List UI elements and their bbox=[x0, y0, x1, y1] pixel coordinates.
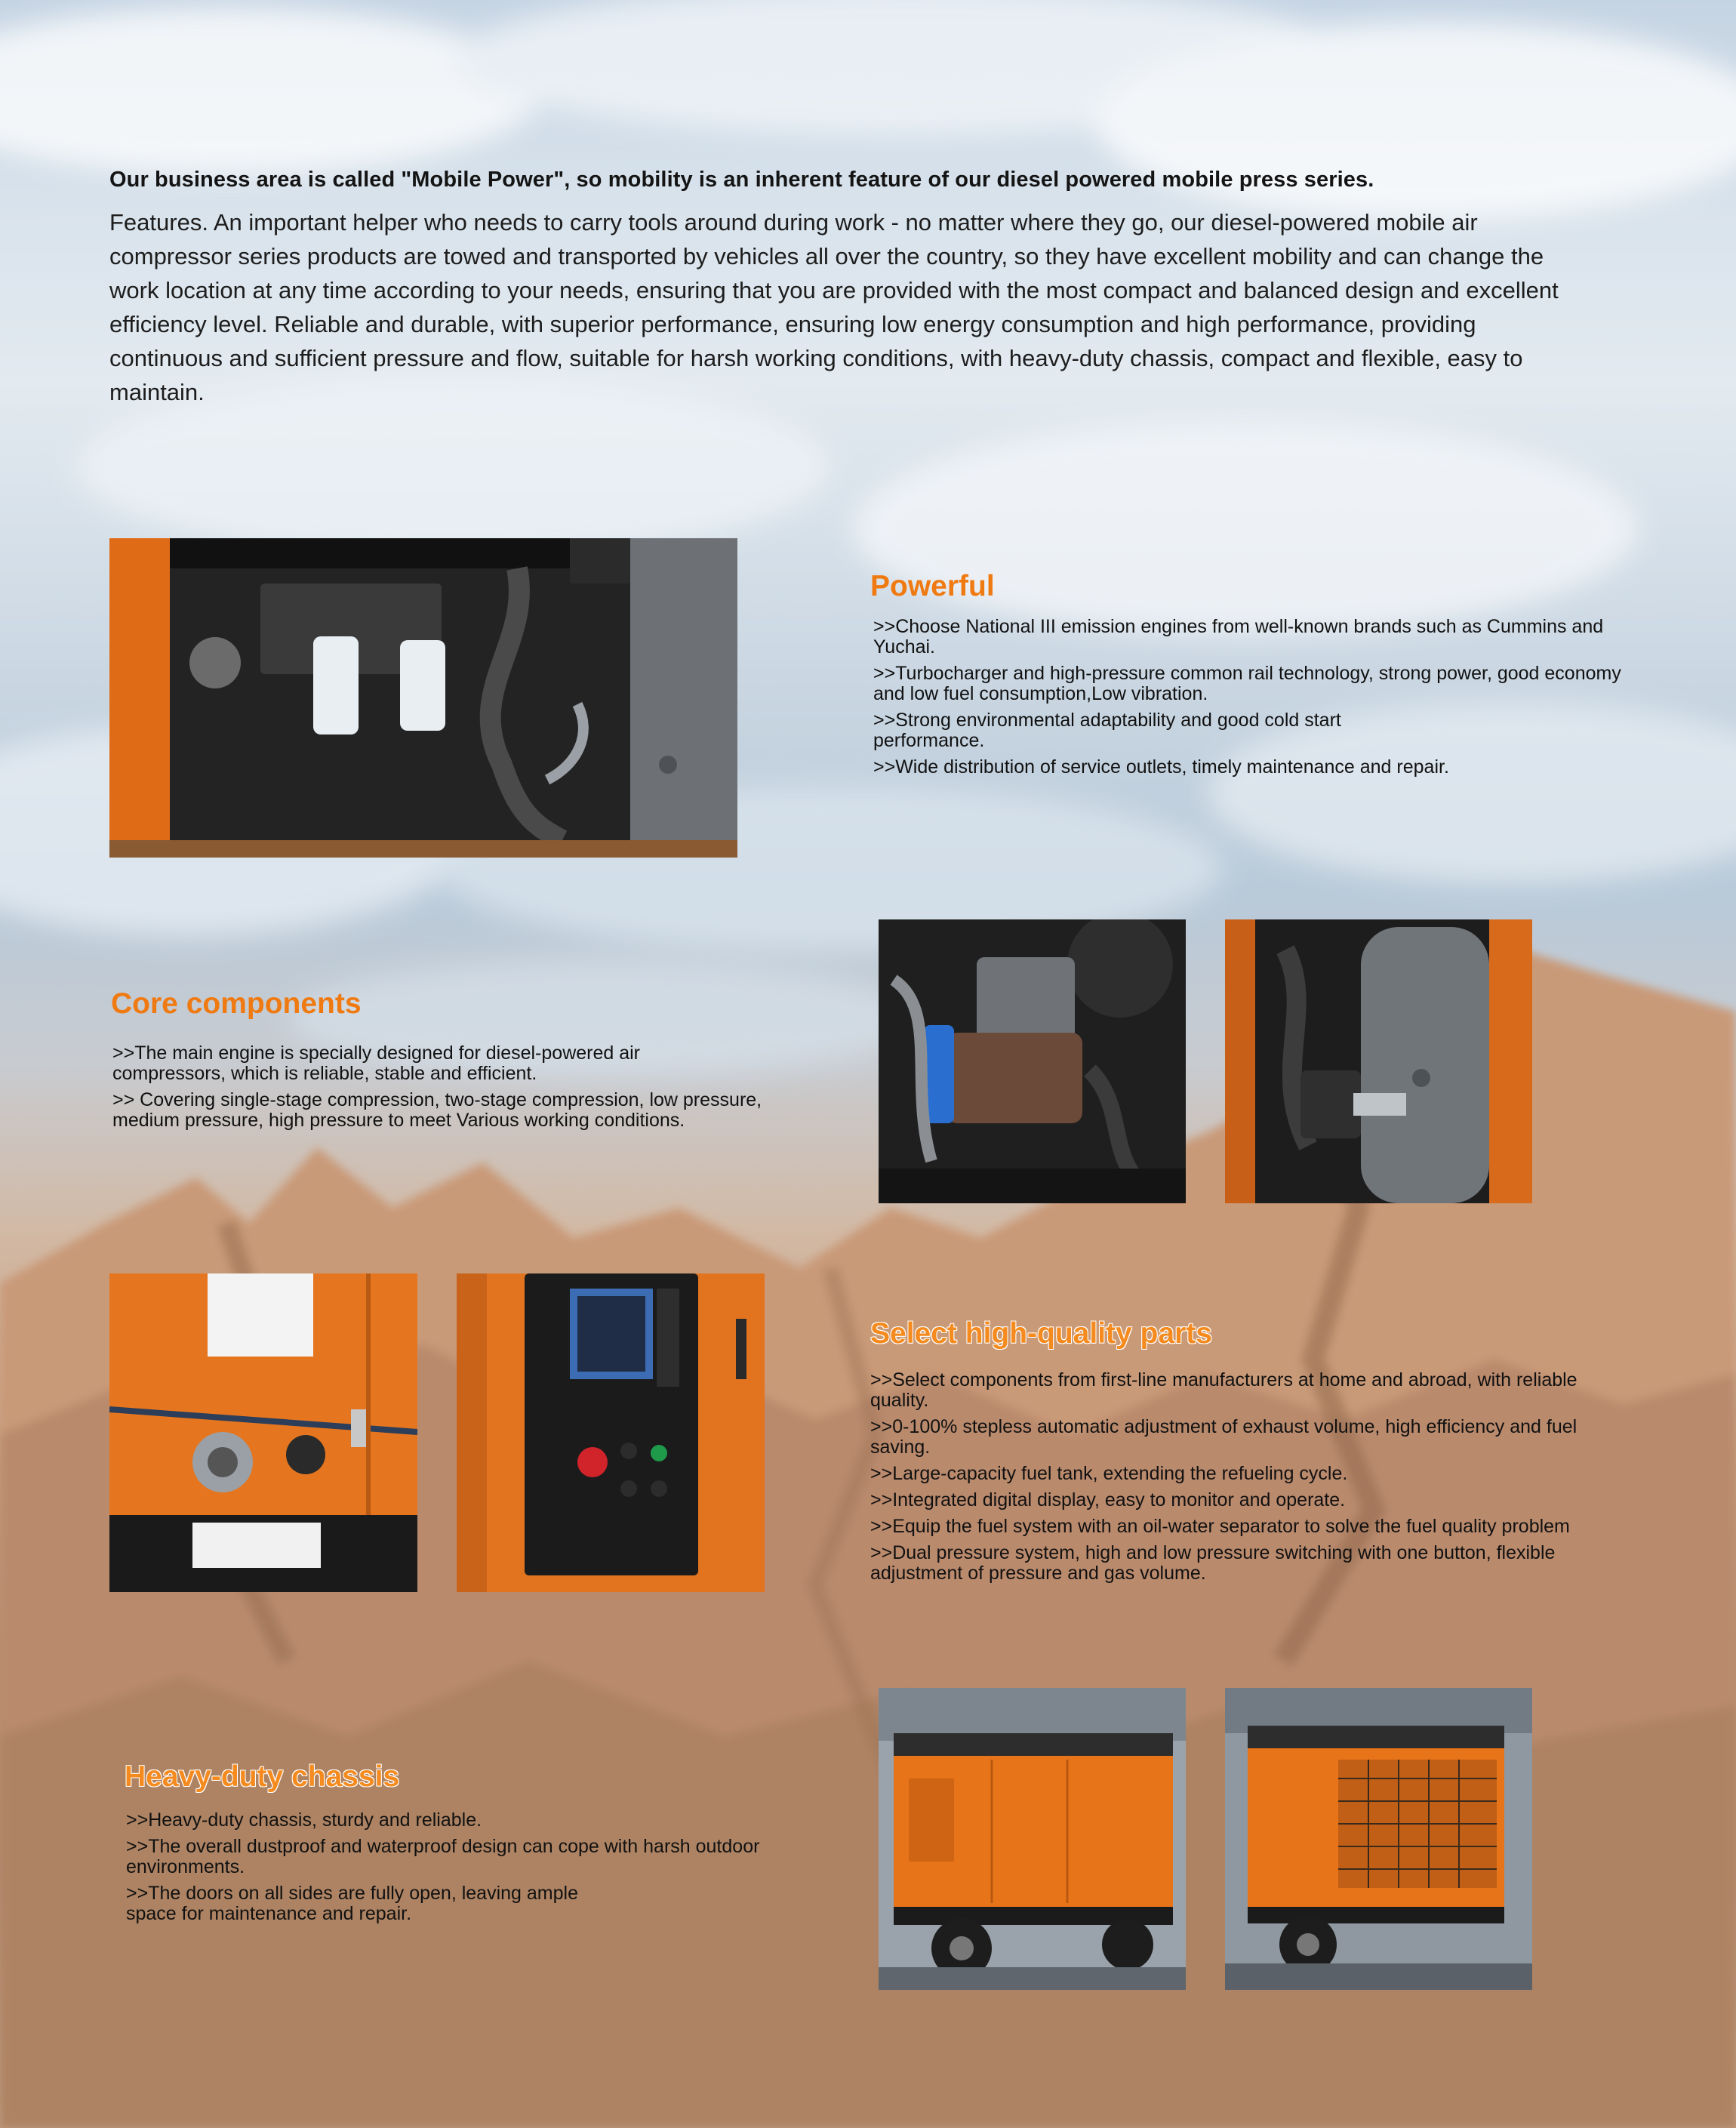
powerful-heading: Powerful bbox=[870, 570, 995, 602]
list-item: >>The main engine is specially designed for diesel-powered air compressors, which is reliable, stable and efficient. bbox=[112, 1042, 641, 1084]
list-item: >>0-100% stepless automatic adjustment of exhaust volume, high efficiency and fuel saving. bbox=[870, 1416, 1577, 1458]
list-item: >> Covering single-stage compression, two-stage compression, low pressure, medium pressure, high pressure to meet Various working conditions. bbox=[112, 1089, 762, 1131]
list-item: >>Equip the fuel system with an oil-water separator to solve the fuel quality problem bbox=[870, 1516, 1570, 1537]
list-item: >>Turbocharger and high-pressure common rail technology, strong power, good economy and low fuel consumption,Low vibration. bbox=[873, 663, 1621, 704]
list-item: >>Strong environmental adaptability and good cold start performance. bbox=[873, 710, 1341, 751]
trailer-rear-photo bbox=[1225, 1688, 1532, 1990]
air-outlet-valves-photo bbox=[109, 1273, 417, 1592]
list-item: >>Wide distribution of service outlets, timely maintenance and repair. bbox=[873, 756, 1449, 778]
engine-bay-photo bbox=[109, 538, 737, 858]
separator-tank-photo bbox=[1225, 919, 1532, 1203]
intro-lead: Our business area is called "Mobile Power", so mobility is an inherent feature of our diesel powered mobile press series. bbox=[109, 168, 1374, 192]
chassis-bullets bbox=[126, 1810, 805, 1930]
control-panel-photo bbox=[457, 1273, 765, 1592]
chassis-heading: Heavy-duty chassis bbox=[125, 1760, 400, 1793]
core-components-heading: Core components bbox=[111, 987, 362, 1020]
list-item: >>Large-capacity fuel tank, extending the refueling cycle. bbox=[870, 1463, 1348, 1484]
quality-parts-bullets bbox=[870, 1370, 1723, 1590]
core-components-bullets bbox=[112, 1043, 799, 1137]
quality-parts-heading: Select high-quality parts bbox=[870, 1317, 1212, 1350]
list-item: >>The doors on all sides are fully open, leaving ample space for maintenance and repair. bbox=[126, 1883, 578, 1924]
powerful-bullets bbox=[873, 617, 1643, 784]
compressor-head-photo bbox=[879, 919, 1186, 1203]
intro-body: Features. An important helper who needs to carry tools around during work - no matter where they go, our diesel-powered mobile air compressor series products are towed and transported by vehicles all over the country, so they have excellent mobility and can change the work location at any time according to your needs, ensuring that you are provided with the most compact and balanced design and excellent efficiency level. Reliable and durable, with superior performance, ensuring low energy consumption and high performance, providing continuous and sufficient pressure and flow, suitable for harsh working conditions, with heavy-duty chassis, compact and flexible, easy to maintain. bbox=[109, 209, 1559, 405]
trailer-front-photo bbox=[879, 1688, 1186, 1990]
list-item: >>Select components from first-line manufacturers at home and abroad, with reliable quality. bbox=[870, 1369, 1577, 1411]
list-item: >>Choose National III emission engines from well-known brands such as Cummins and Yuchai. bbox=[873, 616, 1604, 657]
list-item: >>The overall dustproof and waterproof design can cope with harsh outdoor environments. bbox=[126, 1836, 760, 1877]
list-item: >>Dual pressure system, high and low pressure switching with one button, flexible adjustment of pressure and gas volume. bbox=[870, 1542, 1556, 1584]
list-item: >>Heavy-duty chassis, sturdy and reliable. bbox=[126, 1809, 482, 1831]
list-item: >>Integrated digital display, easy to monitor and operate. bbox=[870, 1489, 1346, 1511]
